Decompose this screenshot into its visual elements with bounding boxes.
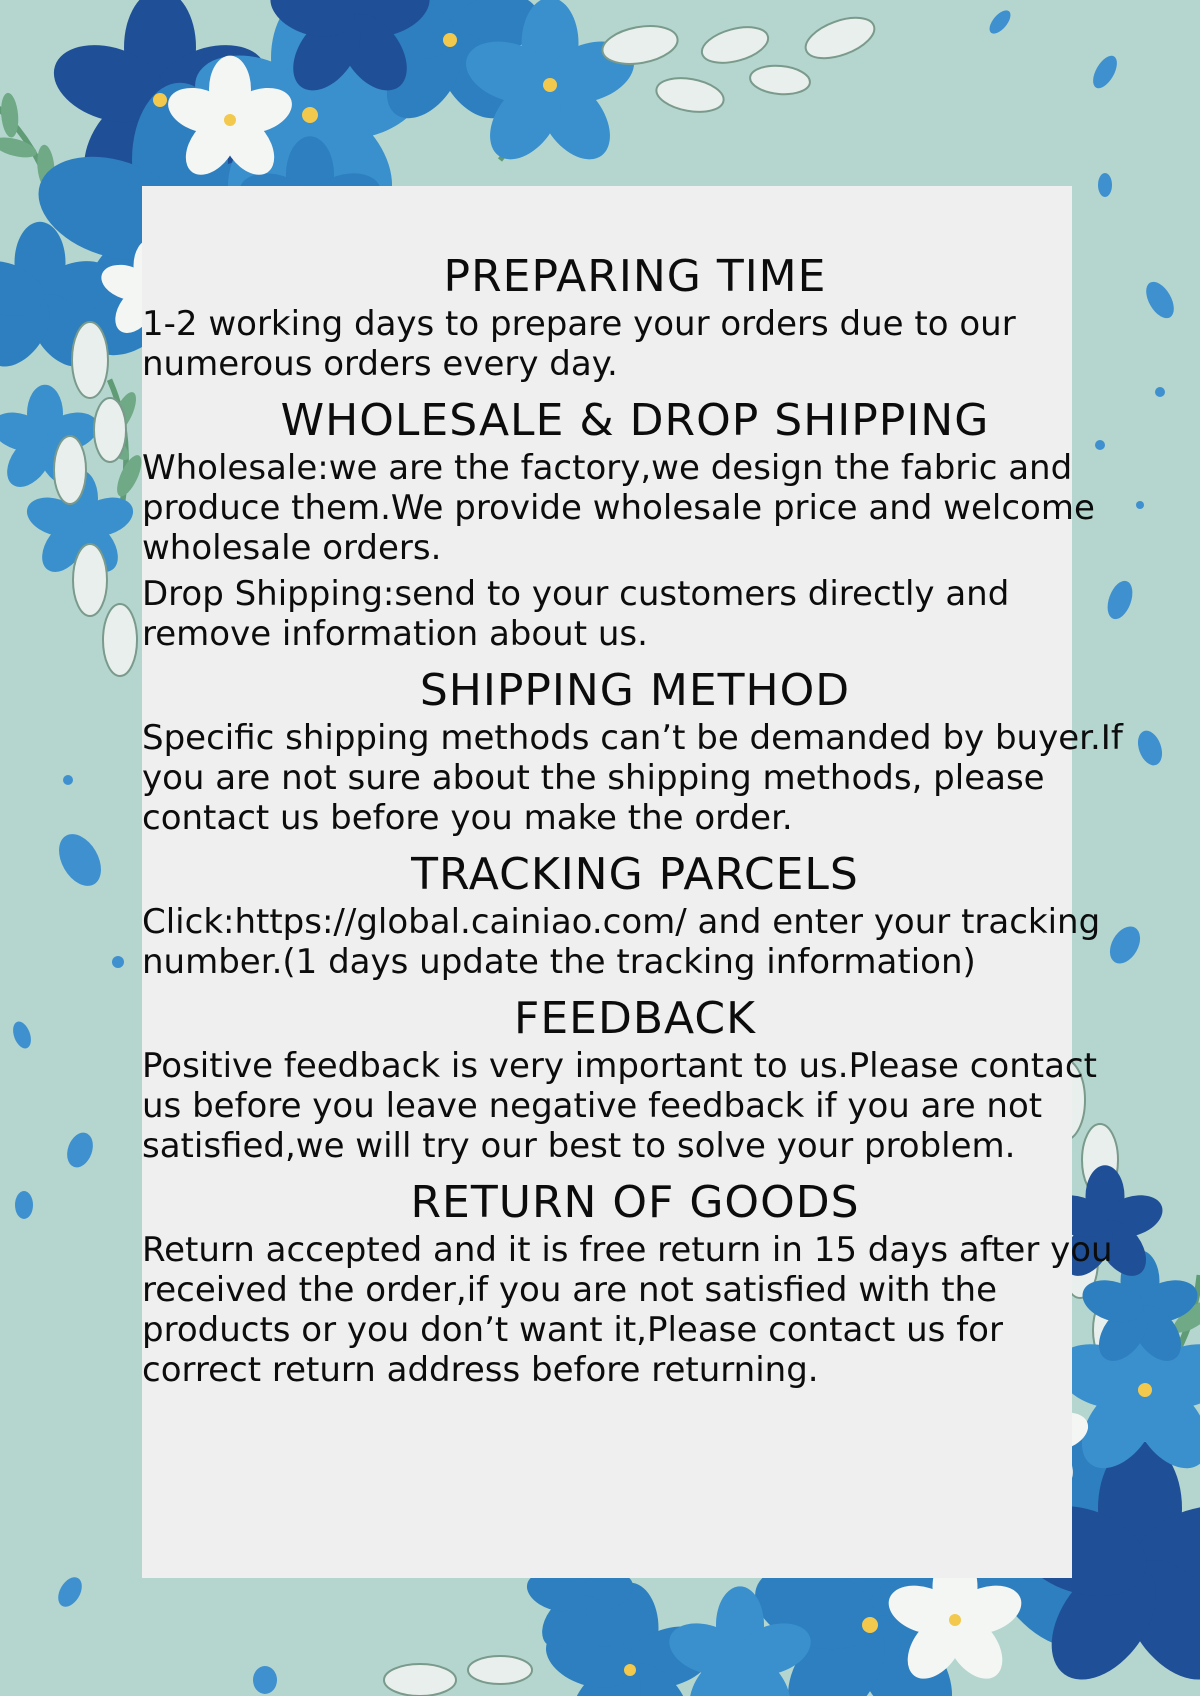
section-paragraph: Click:https://global.cainiao.com/ and enter your tracking number.(1 days update the tracking information) bbox=[142, 902, 1101, 982]
section-paragraph: Wholesale:we are the factory,we design the fabric and produce them.We provide wholesale price and welcome wholesale orders. bbox=[142, 448, 1095, 568]
section-paragraph: Drop Shipping:send to your customers directly and remove information about us. bbox=[142, 574, 1010, 654]
section-heading: RETURN OF GOODS bbox=[410, 1177, 860, 1228]
section-paragraph: 1-2 working days to prepare your orders due to our numerous orders every day. bbox=[142, 304, 1016, 384]
section-paragraph: Return accepted and it is free return in 15 days after you received the order,if you are not satisfied with the products or you don’t want it,Please contact us for correct return address before returning. bbox=[142, 1230, 1113, 1390]
section-preparing-time bbox=[140, 250, 1130, 384]
section-heading: TRACKING PARCELS bbox=[411, 849, 859, 900]
section-heading: SHIPPING METHOD bbox=[419, 665, 851, 716]
section-heading: WHOLESALE & DROP SHIPPING bbox=[280, 395, 990, 446]
section-shipping-method bbox=[140, 664, 1130, 838]
section-return-of-goods bbox=[140, 1176, 1130, 1390]
section-paragraph: Specific shipping methods can’t be demanded by buyer.If you are not sure about the shipping methods, please contact us before you make the order. bbox=[142, 718, 1123, 838]
policy-content bbox=[140, 250, 1130, 1400]
section-heading: PREPARING TIME bbox=[443, 251, 827, 302]
section-feedback bbox=[140, 992, 1130, 1166]
section-heading: FEEDBACK bbox=[514, 993, 756, 1044]
section-wholesale-drop-shipping bbox=[140, 394, 1130, 654]
section-tracking-parcels bbox=[140, 848, 1130, 982]
section-paragraph: Positive feedback is very important to us.Please contact us before you leave negative feedback if you are not satisfied,we will try our best to solve your problem. bbox=[142, 1046, 1097, 1166]
